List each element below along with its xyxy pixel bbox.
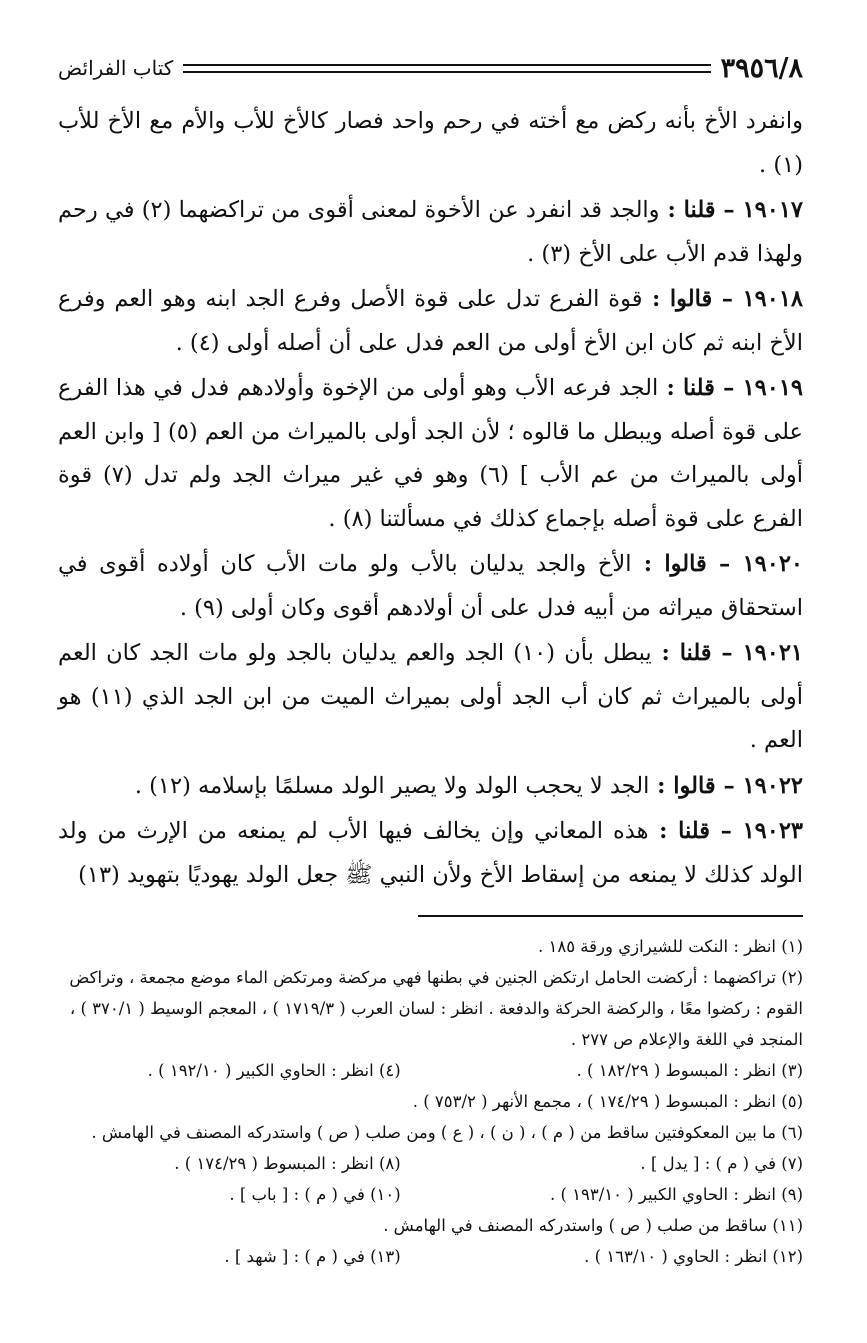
paragraph-lead: – قالوا : — [642, 286, 743, 312]
paragraph-number: ١٩٠١٨ — [742, 286, 803, 312]
footnote: (١) انظر : النكت للشيرازي ورقة ١٨٥ . — [537, 937, 803, 956]
footnote: (١٢) انظر : الحاوي ( ١٦٣/١٠ ) . — [584, 1247, 803, 1266]
footnote: (٦) ما بين المعكوفتين ساقط من ( م ) ، ( ن ) ، ( ع ) ومن صلب ( ص ) واستدركه المصنف في الهامش . — [91, 1123, 803, 1142]
footnote: (٥) انظر : المبسوط ( ١٧٤/٢٩ ) ، مجمع الأنهر ( ٧٥٣/٢ ) . — [412, 1092, 803, 1111]
paragraph-lead: – قلنا : — [658, 375, 743, 401]
paragraph-text: وانفرد الأخ بأنه ركض مع أخته في رحم واحد فصار كالأخ للأب والأم مع الأخ للأب (١) . — [58, 108, 803, 178]
paragraph-number: ١٩٠٢٣ — [742, 818, 803, 844]
paragraph-number: ١٩٠٢٠ — [742, 551, 804, 577]
footnote: (٤) انظر : الحاوي الكبير ( ١٩٢/١٠ ) . — [147, 1061, 401, 1080]
paragraph-number: ١٩٠٢٢ — [742, 772, 803, 799]
page-header — [58, 48, 803, 88]
paragraph-text: يبطل بأن (١٠) الجد والعم يدليان بالجد ولو مات الجد كان العم أولى بالميراث ثم كان أب الجد أولى بميراث الميت من ابن الجد الذي (١١) هو العم . — [58, 640, 803, 753]
footnote: (٢) تراكضهما : أركضت الحامل ارتكض الجنين في بطنها فهي مركضة ومرتكض الماء موضع مجمعة ، وتراكض القوم : ركضوا معًا ، والركضة الحركة والدفعة . انظر : لسان العرب ( ١٧١٩/٣ ) ، المعجم الوسيط ( ٣٧٠/١ ) ، المنجد في اللغة والإعلام ص ٢٧٧ . — [69, 968, 803, 1049]
paragraph-lead: – قلنا : — [651, 640, 743, 666]
footnotes — [58, 931, 803, 1272]
paragraph-number: ١٩٠٢١ — [742, 640, 803, 666]
paragraph — [58, 100, 803, 187]
paragraph — [58, 765, 803, 809]
footnote: (١٣) في ( م ) : [ شهد ] . — [224, 1247, 401, 1266]
book-title: كتاب الفرائض — [58, 56, 174, 80]
paragraph-text: قوة الفرع تدل على قوة الأصل وفرع الجد ابنه وهو العم وفرع الأخ ابنه ثم كان ابن الأخ أولى من العم فدل على أن أصله أولى (٤) . — [58, 286, 803, 356]
paragraph-text: الجد لا يحجب الولد ولا يصير الولد مسلمًا بإسلامه (١٢) . — [134, 772, 650, 799]
footnote: (١٠) في ( م ) : [ باب ] . — [229, 1185, 401, 1204]
footnote-row — [58, 1241, 803, 1272]
footnote-row — [58, 1179, 803, 1210]
paragraph — [58, 278, 803, 365]
page-number: ٣٩٥٦/٨ — [720, 52, 803, 84]
header-rule — [183, 64, 710, 73]
footnote: (٣) انظر : المبسوط ( ١٨٢/٢٩ ) . — [576, 1061, 803, 1080]
paragraph — [58, 810, 803, 897]
main-text — [58, 100, 803, 897]
paragraph-number: ١٩٠١٩ — [742, 375, 803, 401]
paragraph — [58, 367, 803, 541]
paragraph-text: الجد فرعه الأب وهو أولى من الإخوة وأولادهم فدل في هذا الفرع على قوة أصله ويبطل ما قالوه ؛ لأن الجد أولى بالميراث من العم (٥) [ وابن العم أولى بالميراث من عم الأب ] (٦) وهو في غير ميراث الجد ولم تدل (٧) قوة الفرع على قوة أصله بإجماع كذلك في مسألتنا (٨) . — [58, 375, 803, 532]
footnote: (١١) ساقط من صلب ( ص ) واستدركه المصنف في الهامش . — [383, 1216, 803, 1235]
footnote-row — [58, 1055, 803, 1086]
paragraph-text: هذه المعاني وإن يخالف فيها الأب لم يمنعه من الإرث من ولد الولد كذلك لا يمنعه من إسقاط الأخ ولأن النبي ﷺ جعل الولد يهوديًا بتهويد (١٣) — [58, 818, 803, 888]
paragraph-lead: – قلنا : — [659, 197, 743, 223]
paragraph — [58, 543, 803, 630]
paragraph-lead: – قلنا : — [648, 818, 743, 844]
paragraph — [58, 189, 803, 276]
paragraph-lead: – قالوا : — [631, 551, 743, 577]
paragraph-text: والجد قد انفرد عن الأخوة لمعنى أقوى من تراكضهما (٢) في رحم ولهذا قدم الأب على الأخ (٣) . — [58, 197, 803, 267]
footnote-separator — [418, 915, 803, 917]
footnote: (٨) انظر : المبسوط ( ١٧٤/٢٩ ) . — [174, 1154, 401, 1173]
footnote-row — [58, 1148, 803, 1179]
footnote: (٩) انظر : الحاوي الكبير ( ١٩٣/١٠ ) . — [549, 1185, 803, 1204]
footnote: (٧) في ( م ) : [ يدل ] . — [640, 1154, 803, 1173]
paragraph-lead: – قالوا : — [649, 772, 743, 799]
paragraph-text: الأخ والجد يدليان بالأب ولو مات الأب كان أولاده أقوى في استحقاق ميراثه من أبيه فدل على أن أولادهم أقوى وكان أولى (٩) . — [58, 551, 803, 621]
paragraph-number: ١٩٠١٧ — [742, 197, 804, 223]
paragraph — [58, 632, 803, 763]
